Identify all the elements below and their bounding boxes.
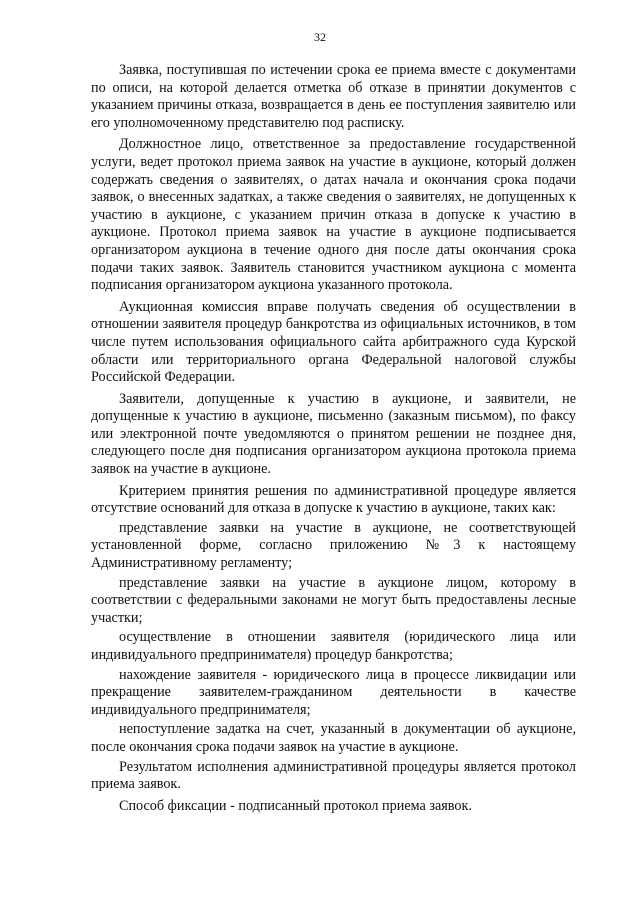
paragraph-fixation: Способ фиксации - подписанный протокол приема заявок. (119, 797, 472, 814)
paragraph-notification: Заявители, допущенные к участию в аукционе, и заявители, не допущенные к участию в аукционе, письменно (заказным письмом), по факсу или электронной почте уведомляются о принятом решении не позднее дня, следующего после дня подписания организатором аукциона протокола приема заявок на участие в аукционе. (91, 390, 576, 478)
paragraph-result: Результатом исполнения административной процедуры является протокол приема заявок. (91, 758, 576, 793)
criterion-item: непоступление задатка на счет, указанный в документации об аукционе, после окончания срока подачи заявок на участие в аукционе. (91, 721, 576, 755)
paragraph-protocol: Должностное лицо, ответственное за предоставление государственной услуги, ведет протокол приема заявок на участие в аукционе, который должен содержать сведения о заявителях, о датах начала и окончания срока подачи заявок, о внесенных задатках, а также сведения о заявителях, не допущенных к участию в аукционе, с указанием причин отказа в допуске к участию в аукционе. Протокол приема заявок на участие в аукционе подписывается организатором аукциона в течение одного дня после даты окончания срока подачи таких заявок. Заявитель становится участником аукциона с момента подписания организатором аукциона указанного протокола. (91, 136, 576, 294)
paragraph-late-application: Заявка, поступившая по истечении срока ее приема вместе с документами по описи, на которой делается отметка об отказе в принятии документов с указанием причины отказа, возвращается в день ее поступления заявителю или его уполномоченному представителю под расписку. (91, 62, 576, 131)
page-number: 32 (314, 30, 326, 44)
criterion-item: нахождение заявителя - юридического лица в процессе ликвидации или прекращение заявителем-гражданином деятельности в качестве индивидуального предпринимателя; (91, 666, 576, 718)
criterion-item: осуществление в отношении заявителя (юридического лица или индивидуального предпринимателя) процедур банкротства; (91, 629, 576, 663)
paragraph-commission: Аукционная комиссия вправе получать сведения об осуществлении в отношении заявителя процедур банкротства из официальных источников, в том числе путем использования официального сайта арбитражного суда Курской области или территориального органа Федеральной налоговой службы Российской Федерации. (91, 298, 576, 386)
document-body (91, 62, 576, 819)
criterion-item: представление заявки на участие в аукционе, не соответствующей установленной форме, согласно приложению №3 к настоящему Административному регламенту; (91, 519, 576, 572)
criterion-item: представление заявки на участие в аукционе лицом, которому в соответствии с федеральными законами не могут быть предоставлены лесные участки; (91, 574, 576, 626)
paragraph-criterion: Критерием принятия решения по административной процедуре является отсутствие оснований для отказа в допуске к участию в аукционе, таких как: (91, 482, 576, 517)
